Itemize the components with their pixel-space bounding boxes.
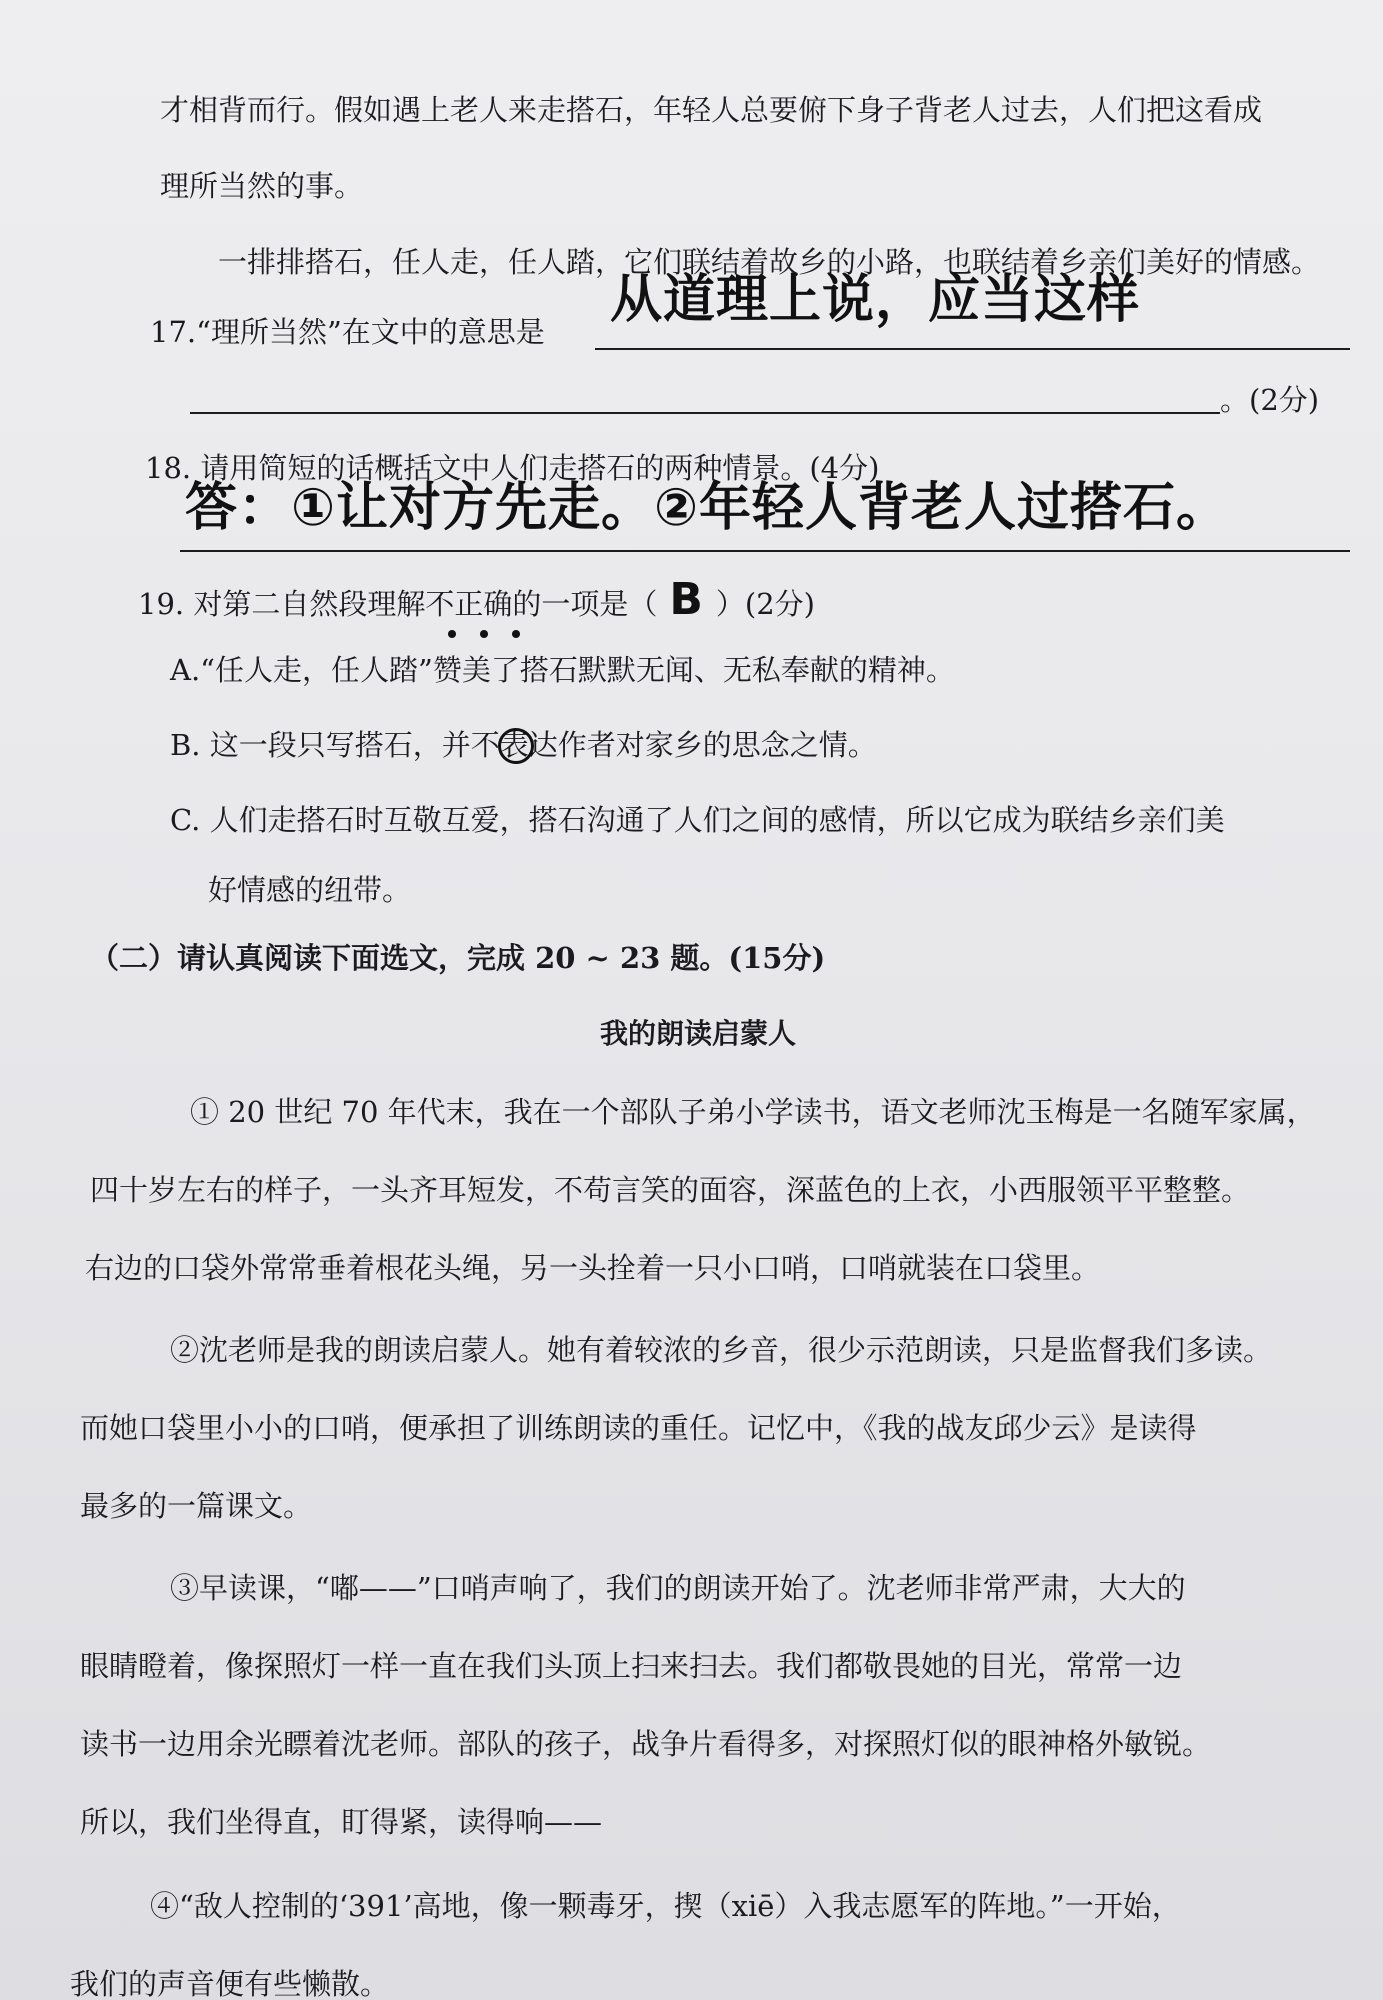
- option-a: A.“任人走，任人踏”赞美了搭石默默无闻、无私奉献的精神。: [170, 653, 955, 687]
- emphasis-dot: [480, 630, 488, 638]
- paragraph-3-line-2: 眼睛瞪着，像探照灯一样一直在我们头顶上扫来扫去。我们都敬畏她的目光，常常一边: [80, 1649, 1183, 1683]
- paragraph-3-line-4: 所以，我们坐得直，盯得紧，读得响——: [80, 1805, 603, 1839]
- passage-line-2: 理所当然的事。: [160, 169, 364, 203]
- paragraph-3-line-1: ③早读课，“嘟——”口哨声响了，我们的朗读开始了。沈老师非常严肃，大大的: [170, 1571, 1186, 1605]
- paragraph-2-line-2: 而她口袋里小小的口哨，便承担了训练朗读的重任。记忆中，《我的战友邱少云》是读得: [80, 1411, 1197, 1445]
- option-b: B. 这一段只写搭石，并不表达作者对家乡的思念之情。: [170, 728, 877, 762]
- paragraph-3-line-3: 读书一边用余光瞟着沈老师。部队的孩子，战争片看得多，对探照灯似的眼神格外敏锐。: [80, 1727, 1212, 1761]
- section-2-heading: （二）请认真阅读下面选文，完成 20 ~ 23 题。(15分): [90, 941, 826, 975]
- question-17-label: 17.“理所当然”在文中的意思是: [150, 315, 545, 349]
- passage-line-3: 一排排搭石，任人走，任人踏，它们联结着故乡的小路，也联结着乡亲们美好的情感。: [218, 245, 1321, 279]
- paragraph-1-line-2: 四十岁左右的样子，一头齐耳短发，不苟言笑的面容，深蓝色的上衣，小西服领平平整整。: [90, 1173, 1251, 1207]
- question-19-label: [138, 574, 815, 625]
- answer-line: [595, 348, 1350, 350]
- paragraph-4-line-2: 我们的声音便有些懒散。: [70, 1967, 390, 2000]
- paragraph-4-line-1: ④“敌人控制的‘391’高地，像一颗毒牙，揳（xiē）入我志愿军的阵地。”一开始，: [150, 1889, 1181, 1923]
- answer-line: [190, 412, 1220, 414]
- emphasis-dot: [448, 630, 456, 638]
- option-c-line-1: C. 人们走搭石时互敬互爱，搭石沟通了人们之间的感情，所以它成为联结乡亲们美: [170, 803, 1225, 837]
- article-title: 我的朗读启蒙人: [600, 1017, 797, 1050]
- question-19-label-pre: 19. 对第二自然段理解不正确的一项是（: [138, 587, 658, 621]
- handwritten-circle-mark: [498, 728, 534, 764]
- question-18-handwritten-answer: 答：①让对方先走。②年轻人背老人过搭石。: [185, 478, 1230, 538]
- paragraph-1-line-3: 右边的口袋外常常垂着根花头绳，另一头拴着一只小口哨，口哨就装在口袋里。: [85, 1251, 1101, 1285]
- option-c-line-2: 好情感的纽带。: [208, 873, 412, 907]
- answer-line: [180, 550, 1350, 552]
- emphasis-dot: [512, 630, 520, 638]
- question-17-score: 。(2分): [1220, 383, 1320, 417]
- question-19-label-post: ）(2分): [715, 587, 815, 621]
- paragraph-2-line-1: ②沈老师是我的朗读启蒙人。她有着较浓的乡音，很少示范朗读，只是监督我们多读。: [170, 1333, 1273, 1367]
- passage-line-1: 才相背而行。假如遇上老人来走搭石，年轻人总要俯下身子背老人过去，人们把这看成: [160, 93, 1263, 127]
- question-18-label: 18. 请用简短的话概括文中人们走搭石的两种情景。(4分): [145, 451, 880, 485]
- paragraph-2-line-3: 最多的一篇课文。: [80, 1489, 313, 1523]
- paragraph-1-line-1: ① 20 世纪 70 年代末，我在一个部队子弟小学读书，语文老师沈玉梅是一名随军家属，: [190, 1095, 1316, 1129]
- question-17-handwritten-answer: 从道理上说，应当这样: [610, 270, 1141, 330]
- question-19-handwritten-answer: B: [669, 574, 704, 625]
